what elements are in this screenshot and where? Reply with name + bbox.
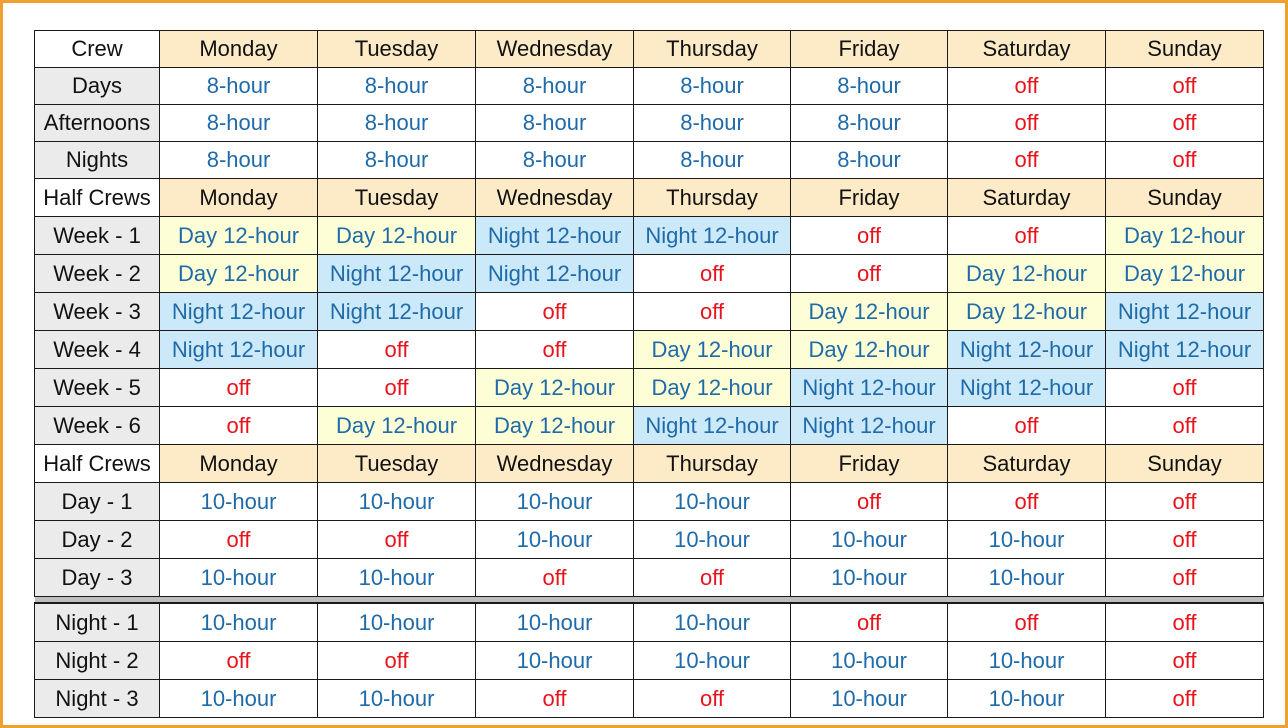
shift-cell-tuesday[interactable]: 8-hour: [318, 142, 476, 179]
shift-cell-tuesday[interactable]: off: [318, 369, 476, 407]
shift-cell-sunday[interactable]: off: [1106, 407, 1264, 445]
section-title-cell[interactable]: Half Crews: [35, 445, 160, 483]
shift-cell-thursday[interactable]: off: [634, 293, 791, 331]
schedule-row: [35, 369, 1264, 407]
schedule-row: [35, 331, 1264, 369]
shift-cell-wednesday[interactable]: 10-hour: [476, 603, 634, 642]
shift-cell-thursday[interactable]: 8-hour: [634, 68, 791, 105]
shift-cell-monday[interactable]: off: [160, 521, 318, 559]
shift-cell-thursday[interactable]: Night 12-hour: [634, 217, 791, 255]
shift-cell-tuesday[interactable]: Day 12-hour: [318, 217, 476, 255]
shift-cell-thursday[interactable]: Day 12-hour: [634, 369, 791, 407]
shift-cell-saturday[interactable]: off: [948, 483, 1106, 521]
header-friday[interactable]: Friday: [791, 31, 948, 68]
row-label[interactable]: Night - 2: [35, 642, 160, 680]
shift-cell-tuesday[interactable]: 10-hour: [318, 603, 476, 642]
schedule-row: [35, 603, 1264, 642]
shift-cell-tuesday[interactable]: off: [318, 331, 476, 369]
header-sunday[interactable]: Sunday: [1106, 445, 1264, 483]
schedule-row: [35, 680, 1264, 718]
shift-cell-thursday[interactable]: off: [634, 680, 791, 718]
header-tuesday[interactable]: Tuesday: [318, 31, 476, 68]
shift-cell-monday[interactable]: Day 12-hour: [160, 217, 318, 255]
shift-cell-friday[interactable]: 10-hour: [791, 642, 948, 680]
row-label[interactable]: Nights: [35, 142, 160, 179]
shift-cell-monday[interactable]: Night 12-hour: [160, 331, 318, 369]
schedule-row: [35, 217, 1264, 255]
row-label[interactable]: Night - 3: [35, 680, 160, 718]
shift-cell-friday[interactable]: Night 12-hour: [791, 407, 948, 445]
shift-cell-wednesday[interactable]: 10-hour: [476, 483, 634, 521]
header-wednesday[interactable]: Wednesday: [476, 445, 634, 483]
shift-cell-friday[interactable]: 8-hour: [791, 68, 948, 105]
shift-cell-monday[interactable]: off: [160, 642, 318, 680]
shift-cell-thursday[interactable]: 8-hour: [634, 105, 791, 142]
shift-cell-sunday[interactable]: off: [1106, 603, 1264, 642]
shift-cell-thursday[interactable]: off: [634, 559, 791, 597]
shift-cell-friday[interactable]: off: [791, 217, 948, 255]
shift-cell-wednesday[interactable]: off: [476, 293, 634, 331]
header-monday[interactable]: Monday: [160, 445, 318, 483]
shift-cell-monday[interactable]: 10-hour: [160, 680, 318, 718]
shift-cell-saturday[interactable]: 10-hour: [948, 559, 1106, 597]
shift-cell-saturday[interactable]: Day 12-hour: [948, 255, 1106, 293]
schedule-row: [35, 142, 1264, 179]
row-label[interactable]: Week - 1: [35, 217, 160, 255]
shift-cell-sunday[interactable]: off: [1106, 521, 1264, 559]
shift-cell-monday[interactable]: off: [160, 369, 318, 407]
schedule-row: [35, 559, 1264, 597]
shift-cell-monday[interactable]: 8-hour: [160, 68, 318, 105]
shift-cell-sunday[interactable]: off: [1106, 142, 1264, 179]
shift-cell-tuesday[interactable]: 10-hour: [318, 559, 476, 597]
shift-cell-wednesday[interactable]: off: [476, 680, 634, 718]
header-friday[interactable]: Friday: [791, 445, 948, 483]
shift-cell-tuesday[interactable]: off: [318, 642, 476, 680]
row-label[interactable]: Day - 2: [35, 521, 160, 559]
shift-cell-tuesday[interactable]: Night 12-hour: [318, 255, 476, 293]
shift-cell-sunday[interactable]: off: [1106, 105, 1264, 142]
shift-cell-sunday[interactable]: off: [1106, 369, 1264, 407]
shift-cell-thursday[interactable]: Day 12-hour: [634, 331, 791, 369]
shift-cell-sunday[interactable]: off: [1106, 559, 1264, 597]
header-tuesday[interactable]: Tuesday: [318, 445, 476, 483]
section-title-cell[interactable]: Half Crews: [35, 179, 160, 217]
shift-cell-sunday[interactable]: Night 12-hour: [1106, 293, 1264, 331]
schedule-row: [35, 407, 1264, 445]
shift-cell-monday[interactable]: 10-hour: [160, 483, 318, 521]
shift-cell-thursday[interactable]: Night 12-hour: [634, 407, 791, 445]
shift-cell-friday[interactable]: 8-hour: [791, 105, 948, 142]
header-tuesday[interactable]: Tuesday: [318, 179, 476, 217]
header-wednesday[interactable]: Wednesday: [476, 31, 634, 68]
schedule-row: [35, 105, 1264, 142]
header-sunday[interactable]: Sunday: [1106, 31, 1264, 68]
shift-cell-monday[interactable]: off: [160, 407, 318, 445]
shift-cell-monday[interactable]: Day 12-hour: [160, 255, 318, 293]
shift-cell-saturday[interactable]: off: [948, 68, 1106, 105]
shift-cell-thursday[interactable]: off: [634, 255, 791, 293]
header-friday[interactable]: Friday: [791, 179, 948, 217]
section-header-row: [35, 445, 1264, 483]
shift-cell-wednesday[interactable]: Night 12-hour: [476, 255, 634, 293]
row-label[interactable]: Night - 1: [35, 603, 160, 642]
shift-cell-sunday[interactable]: off: [1106, 680, 1264, 718]
shift-cell-wednesday[interactable]: Night 12-hour: [476, 217, 634, 255]
shift-cell-friday[interactable]: 10-hour: [791, 680, 948, 718]
shift-cell-sunday[interactable]: off: [1106, 483, 1264, 521]
section-title-cell[interactable]: Crew: [35, 31, 160, 68]
shift-cell-wednesday[interactable]: 8-hour: [476, 142, 634, 179]
header-wednesday[interactable]: Wednesday: [476, 179, 634, 217]
row-label[interactable]: Afternoons: [35, 105, 160, 142]
shift-cell-friday[interactable]: 10-hour: [791, 521, 948, 559]
row-label[interactable]: Week - 2: [35, 255, 160, 293]
shift-cell-thursday[interactable]: 10-hour: [634, 483, 791, 521]
header-saturday[interactable]: Saturday: [948, 445, 1106, 483]
shift-cell-saturday[interactable]: off: [948, 105, 1106, 142]
shift-cell-monday[interactable]: Night 12-hour: [160, 293, 318, 331]
shift-cell-thursday[interactable]: 10-hour: [634, 603, 791, 642]
row-label[interactable]: Week - 5: [35, 369, 160, 407]
shift-cell-thursday[interactable]: 8-hour: [634, 142, 791, 179]
schedule-row: [35, 521, 1264, 559]
shift-cell-wednesday[interactable]: 10-hour: [476, 642, 634, 680]
row-label[interactable]: Days: [35, 68, 160, 105]
shift-cell-tuesday[interactable]: 8-hour: [318, 105, 476, 142]
shift-cell-sunday[interactable]: Day 12-hour: [1106, 255, 1264, 293]
shift-cell-monday[interactable]: 8-hour: [160, 105, 318, 142]
row-label[interactable]: Week - 3: [35, 293, 160, 331]
shift-cell-friday[interactable]: 10-hour: [791, 559, 948, 597]
shift-schedule-table: [34, 30, 1264, 718]
shift-cell-saturday[interactable]: Night 12-hour: [948, 331, 1106, 369]
shift-cell-tuesday[interactable]: Day 12-hour: [318, 407, 476, 445]
row-label[interactable]: Week - 4: [35, 331, 160, 369]
row-label[interactable]: Day - 3: [35, 559, 160, 597]
shift-cell-sunday[interactable]: off: [1106, 68, 1264, 105]
shift-cell-wednesday[interactable]: 8-hour: [476, 105, 634, 142]
schedule-row: [35, 293, 1264, 331]
header-thursday[interactable]: Thursday: [634, 445, 791, 483]
schedule-row: [35, 483, 1264, 521]
shift-cell-thursday[interactable]: 10-hour: [634, 521, 791, 559]
section-header-row: [35, 31, 1264, 68]
shift-cell-friday[interactable]: off: [791, 483, 948, 521]
shift-cell-saturday[interactable]: 10-hour: [948, 642, 1106, 680]
header-monday[interactable]: Monday: [160, 179, 318, 217]
shift-cell-saturday[interactable]: Night 12-hour: [948, 369, 1106, 407]
shift-cell-monday[interactable]: 10-hour: [160, 559, 318, 597]
header-thursday[interactable]: Thursday: [634, 179, 791, 217]
header-monday[interactable]: Monday: [160, 31, 318, 68]
shift-cell-saturday[interactable]: Day 12-hour: [948, 293, 1106, 331]
header-sunday[interactable]: Sunday: [1106, 179, 1264, 217]
shift-cell-wednesday[interactable]: off: [476, 559, 634, 597]
schedule-row: [35, 642, 1264, 680]
shift-cell-saturday[interactable]: 10-hour: [948, 521, 1106, 559]
row-label[interactable]: Week - 6: [35, 407, 160, 445]
shift-cell-tuesday[interactable]: Night 12-hour: [318, 293, 476, 331]
header-saturday[interactable]: Saturday: [948, 31, 1106, 68]
section-header-row: [35, 179, 1264, 217]
row-label[interactable]: Day - 1: [35, 483, 160, 521]
shift-cell-tuesday[interactable]: 10-hour: [318, 483, 476, 521]
shift-cell-friday[interactable]: Day 12-hour: [791, 331, 948, 369]
schedule-row: [35, 255, 1264, 293]
shift-cell-tuesday[interactable]: off: [318, 521, 476, 559]
header-thursday[interactable]: Thursday: [634, 31, 791, 68]
shift-cell-saturday[interactable]: off: [948, 407, 1106, 445]
shift-cell-sunday[interactable]: off: [1106, 642, 1264, 680]
shift-cell-saturday[interactable]: off: [948, 217, 1106, 255]
shift-cell-friday[interactable]: 8-hour: [791, 142, 948, 179]
shift-cell-friday[interactable]: off: [791, 255, 948, 293]
shift-cell-friday[interactable]: Night 12-hour: [791, 369, 948, 407]
shift-cell-wednesday[interactable]: 8-hour: [476, 68, 634, 105]
shift-cell-tuesday[interactable]: 10-hour: [318, 680, 476, 718]
schedule-row: [35, 68, 1264, 105]
shift-cell-wednesday[interactable]: 10-hour: [476, 521, 634, 559]
shift-cell-saturday[interactable]: off: [948, 142, 1106, 179]
shift-cell-saturday[interactable]: 10-hour: [948, 680, 1106, 718]
shift-cell-saturday[interactable]: off: [948, 603, 1106, 642]
shift-cell-tuesday[interactable]: 8-hour: [318, 68, 476, 105]
shift-cell-wednesday[interactable]: Day 12-hour: [476, 407, 634, 445]
shift-cell-sunday[interactable]: Night 12-hour: [1106, 331, 1264, 369]
shift-cell-thursday[interactable]: 10-hour: [634, 642, 791, 680]
shift-cell-sunday[interactable]: Day 12-hour: [1106, 217, 1264, 255]
shift-cell-wednesday[interactable]: Day 12-hour: [476, 369, 634, 407]
shift-cell-friday[interactable]: off: [791, 603, 948, 642]
header-saturday[interactable]: Saturday: [948, 179, 1106, 217]
shift-cell-monday[interactable]: 8-hour: [160, 142, 318, 179]
shift-cell-wednesday[interactable]: off: [476, 331, 634, 369]
shift-cell-monday[interactable]: 10-hour: [160, 603, 318, 642]
shift-cell-friday[interactable]: Day 12-hour: [791, 293, 948, 331]
